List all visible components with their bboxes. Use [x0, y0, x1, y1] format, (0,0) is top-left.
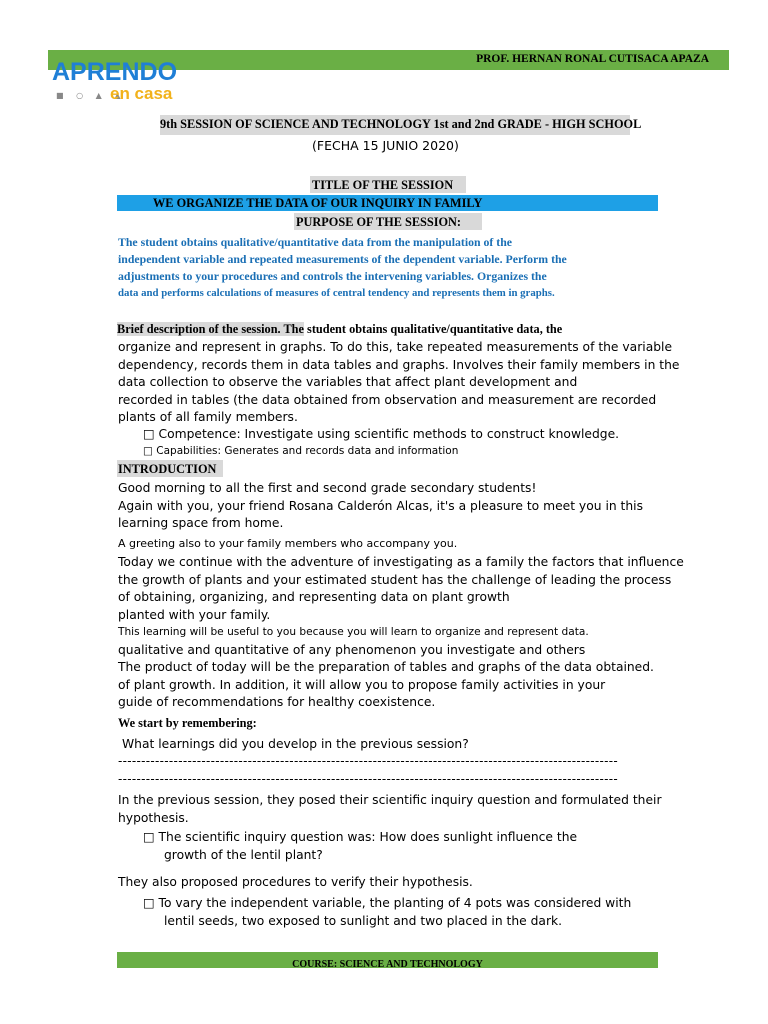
title-label: TITLE OF THE SESSION — [312, 178, 454, 192]
footer-bar — [117, 952, 658, 968]
session-title: 9th SESSION OF SCIENCE AND TECHNOLOGY 1st and 2nd GRADE - HIGH SCHOOL — [160, 117, 642, 131]
brief-body — [118, 339, 679, 427]
bullet-line: lentil seeds, two exposed to sunlight and two placed in the dark. — [164, 914, 563, 928]
competence-item: □ Competence: Investigate using scientific methods to construct knowledge. — [143, 427, 620, 441]
inquiry-question-item — [143, 828, 577, 864]
logo-en-casa: en casa — [110, 84, 173, 103]
prev-line: In the previous session, they posed their scientific inquiry question and formulated their — [118, 793, 662, 807]
brief-label: Brief description of the session. The — [117, 322, 304, 336]
procedure-item — [143, 894, 631, 930]
intro-line: Again with you, your friend Rosana Calderón Alcas, it's a pleasure to meet you in this — [118, 498, 643, 513]
intro-line: The product of today will be the preparation of tables and graphs of the data obtained. — [118, 660, 654, 674]
prev-line: hypothesis. — [118, 810, 189, 825]
bullet-line: □ The scientific inquiry question was: How does sunlight influence the — [143, 830, 578, 844]
purpose-line: independent variable and repeated measurements of the dependent variable. Perform the — [118, 252, 567, 266]
intro-line: Today we continue with the adventure of investigating as a family the factors that influence — [118, 555, 684, 569]
logo-aprendo: APRENDO — [52, 58, 178, 86]
brief-line: recorded in tables (the data obtained from observation and measurement are recorded — [118, 392, 657, 407]
intro-line: the growth of plants and your estimated student has the challenge of leading the process — [118, 572, 672, 587]
brief-line: plants of all family members. — [118, 410, 298, 424]
course-label: COURSE: SCIENCE AND TECHNOLOGY — [292, 959, 483, 970]
purpose-line: data and performs calculations of measures of central tendency and represents them in graphs. — [118, 287, 555, 299]
purpose-line: adjustments to your procedures and controls the intervening variables. Organizes the — [118, 269, 547, 283]
intro-line: This learning will be useful to you because you will learn to organize and represent data. — [118, 626, 589, 638]
brief-heading — [117, 322, 562, 337]
previous-session-text — [118, 792, 662, 827]
intro-line: A greeting also to your family members who accompany you. — [118, 536, 458, 550]
intro-heading: INTRODUCTION — [118, 462, 217, 476]
intro-line: planted with your family. — [118, 607, 271, 622]
brief-line: organize and represent in graphs. To do this, take repeated measurements of the variable — [118, 340, 673, 354]
logo-shapes-icon: ■ ○ ▲ ▲ — [56, 91, 126, 100]
intro-line: of plant growth. In addition, it will allow you to propose family activities in your — [118, 677, 606, 692]
bullet-line: □ To vary the independent variable, the planting of 4 pots was considered with — [143, 896, 632, 910]
remember-heading: We start by remembering: — [118, 716, 257, 730]
answer-line-1: ------------------------------------------------------------------------------------------------------------ — [118, 754, 619, 768]
purpose-line: The student obtains qualitative/quantitative data from the manipulation of the — [118, 235, 513, 249]
bullet-line: growth of the lentil plant? — [164, 848, 323, 862]
teacher-name: PROF. HERNAN RONAL CUTISACA APAZA — [476, 53, 709, 65]
intro-line: Good morning to all the first and second grade secondary students! — [118, 481, 537, 495]
session-title-text: WE ORGANIZE THE DATA OF OUR INQUIRY IN FAMILY — [153, 196, 483, 210]
remember-question: What learnings did you develop in the previous session? — [122, 737, 469, 751]
purpose-label: PURPOSE OF THE SESSION: — [296, 215, 462, 229]
intro-line: learning space from home. — [118, 516, 284, 530]
intro-body — [118, 480, 684, 712]
intro-line: of obtaining, organizing, and representing data on plant growth — [118, 590, 510, 604]
intro-line: guide of recommendations for healthy coexistence. — [118, 695, 436, 709]
purpose-text — [118, 234, 610, 302]
intro-line: qualitative and quantitative of any phenomenon you investigate and others — [118, 642, 586, 657]
procedures-text: They also proposed procedures to verify their hypothesis. — [118, 875, 473, 889]
brief-label-rest: student obtains qualitative/quantitative data, the — [303, 322, 563, 336]
brief-line: data collection to observe the variables that affect plant development and — [118, 375, 578, 389]
capabilities-item: □ Capabilities: Generates and records data and information — [143, 445, 459, 457]
session-date: (FECHA 15 JUNIO 2020) — [312, 138, 459, 153]
answer-line-2: ------------------------------------------------------------------------------------------------------------ — [118, 772, 619, 786]
brief-line: dependency, records them in data tables and graphs. Involves their family members in the — [118, 357, 680, 372]
